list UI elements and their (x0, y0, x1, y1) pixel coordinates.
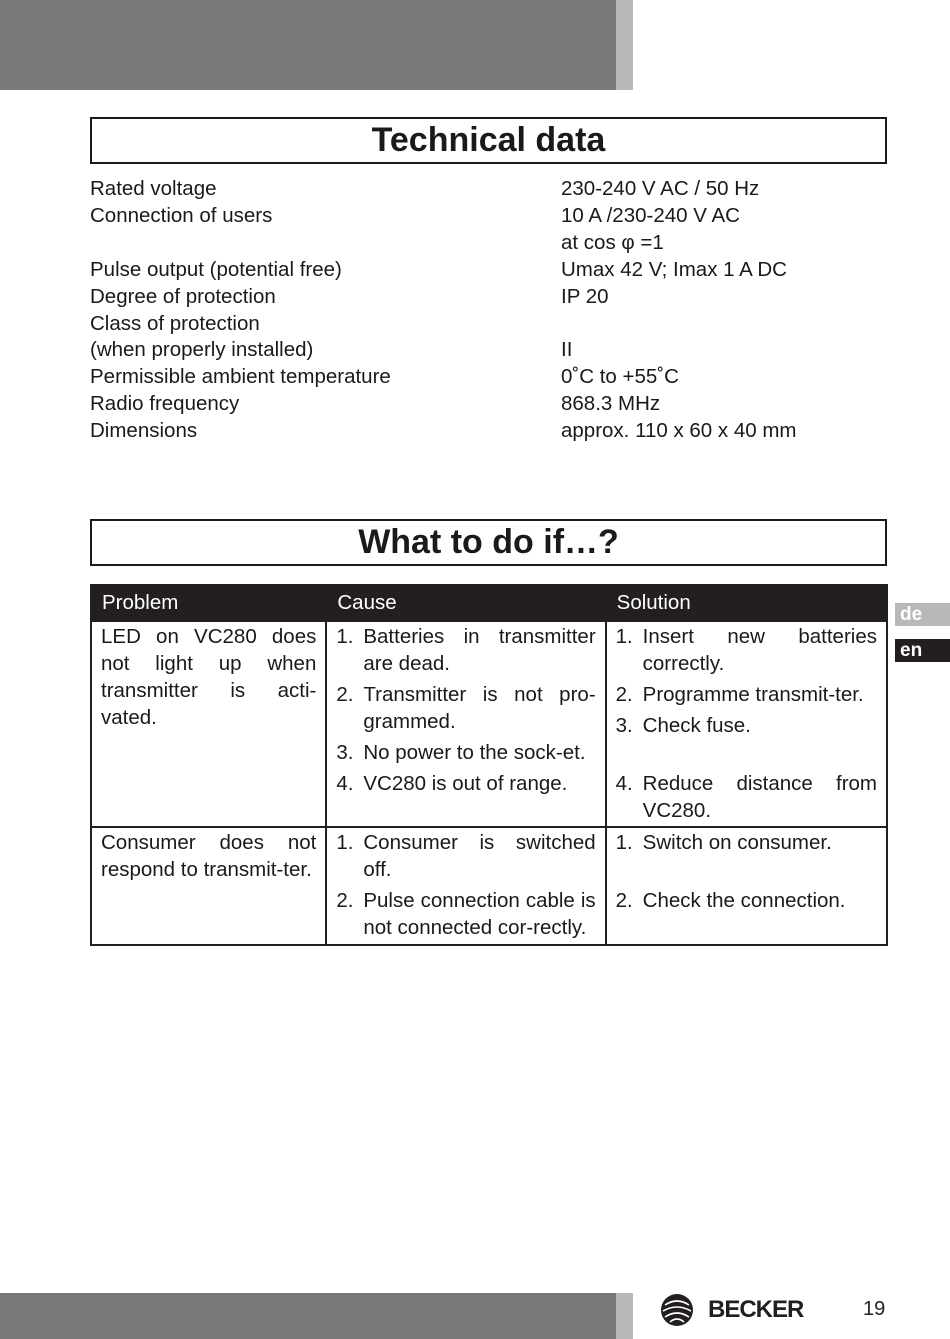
spec-label (90, 284, 561, 311)
problem-cell: Consumer does not respond to transmit-ter. (91, 827, 326, 945)
item-number: 1. (336, 831, 354, 855)
spec-list (90, 176, 887, 445)
spec-label-line: Dimensions (90, 419, 198, 443)
item-text: Batteries in transmitter are dead. (363, 625, 596, 675)
list-item (616, 624, 877, 678)
spec-row (90, 257, 887, 284)
language-tab-de[interactable]: de (895, 603, 950, 626)
spec-label-line: Rated voltage (90, 177, 217, 200)
table-header-row (91, 585, 887, 621)
list-item (616, 682, 877, 709)
spec-value (561, 364, 887, 391)
item-text: No power to the sock-et. (363, 740, 586, 764)
table-row (91, 827, 887, 945)
bottom-bar-accent (616, 1293, 633, 1339)
spec-row (90, 284, 887, 311)
technical-data-title: Technical data (90, 117, 887, 164)
spec-value-line: 10 A /230-240 V AC (561, 203, 740, 227)
cause-cell (326, 621, 605, 827)
spec-row (90, 311, 887, 365)
spec-label-line: Connection of users (90, 203, 273, 227)
spec-value (561, 176, 887, 203)
spec-value-line: II (561, 338, 573, 362)
item-number: 2. (336, 889, 354, 913)
bottom-bar (0, 1293, 616, 1339)
list-item (336, 740, 595, 767)
troubleshooting-table (90, 584, 888, 946)
spec-value (561, 257, 887, 284)
item-text: Consumer is switched off. (363, 831, 596, 882)
spec-row (90, 176, 887, 203)
spec-label-line: Radio frequency (90, 392, 240, 416)
language-tab-en[interactable]: en (895, 639, 950, 662)
header-problem: Problem (91, 585, 326, 621)
list-item (336, 624, 595, 678)
item-number: 1. (615, 625, 633, 648)
brand-name: BECKER (708, 1296, 804, 1323)
solution-cell (606, 621, 887, 827)
item-number: 1. (336, 625, 354, 648)
item-number: 2. (615, 889, 633, 913)
page-number: 19 (863, 1298, 886, 1320)
spec-label-line: (when properly installed) (90, 338, 314, 362)
spec-label (90, 176, 561, 203)
item-number: 1. (615, 831, 633, 855)
spec-value-line: 0˚C to +55˚C (561, 365, 679, 389)
spec-value-line: 868.3 MHz (561, 392, 661, 416)
top-bar (0, 0, 616, 90)
cause-cell (326, 827, 605, 945)
item-text: Check the connection. (642, 889, 846, 913)
spec-label (90, 203, 561, 257)
spec-label (90, 257, 561, 284)
spec-value (561, 311, 887, 365)
spec-value-line: approx. 110 x 60 x 40 mm (561, 419, 797, 443)
what-to-do-title: What to do if…? (90, 519, 887, 566)
list-item (616, 713, 877, 740)
item-text: Reduce distance from VC280. (642, 771, 877, 822)
spec-value (561, 284, 887, 311)
item-text: Pulse connection cable is not connected cor-rectly. (363, 889, 596, 940)
spec-label (90, 364, 561, 391)
spec-value (561, 391, 887, 418)
spec-label (90, 418, 561, 445)
spec-label-line: Permissible ambient temperature (90, 365, 391, 389)
item-text: Insert new batteries correctly. (642, 625, 877, 675)
spec-value-line: Umax 42 V; Imax 1 A DC (561, 257, 787, 281)
list-item (336, 771, 595, 798)
spec-value (561, 418, 887, 445)
list-item (616, 888, 877, 915)
spec-row (90, 364, 887, 391)
spec-value-line: at cos φ =1 (561, 230, 664, 254)
top-bar-accent (616, 0, 633, 90)
item-text: Switch on consumer. (642, 831, 832, 855)
item-number: 4. (615, 771, 633, 795)
spec-label-line: Degree of protection (90, 284, 276, 308)
spec-value-line: 230-240 V AC / 50 Hz (561, 177, 760, 200)
header-cause: Cause (326, 585, 605, 621)
list-item (336, 888, 595, 942)
list-item (616, 830, 877, 857)
brand-logo (660, 1293, 803, 1327)
solution-cell (606, 827, 887, 945)
spec-label (90, 391, 561, 418)
becker-logo-icon (660, 1293, 694, 1327)
spec-label-line: Class of protection (90, 311, 260, 335)
spec-label-line: Pulse output (potential free) (90, 257, 342, 281)
spec-value-line: IP 20 (561, 284, 609, 308)
item-number: 3. (615, 713, 633, 737)
list-item (336, 682, 595, 736)
spec-row (90, 203, 887, 257)
item-number: 3. (336, 740, 354, 764)
spec-label (90, 311, 561, 365)
list-item (616, 771, 877, 825)
spec-value-spacer (561, 311, 887, 338)
item-number: 2. (615, 682, 633, 706)
problem-cell: LED on VC280 does not light up when transmitter is acti-vated. (91, 621, 326, 827)
item-text: Programme transmit-ter. (642, 682, 864, 706)
item-number: 4. (336, 771, 354, 795)
item-text: Transmitter is not pro-grammed. (363, 682, 596, 733)
item-text: Check fuse. (642, 713, 751, 737)
item-number: 2. (336, 682, 354, 706)
item-text: VC280 is out of range. (363, 771, 568, 795)
list-item (336, 830, 595, 884)
table-row (91, 621, 887, 827)
spec-row (90, 418, 887, 445)
header-solution: Solution (606, 585, 887, 621)
spec-value (561, 203, 887, 257)
spec-row (90, 391, 887, 418)
